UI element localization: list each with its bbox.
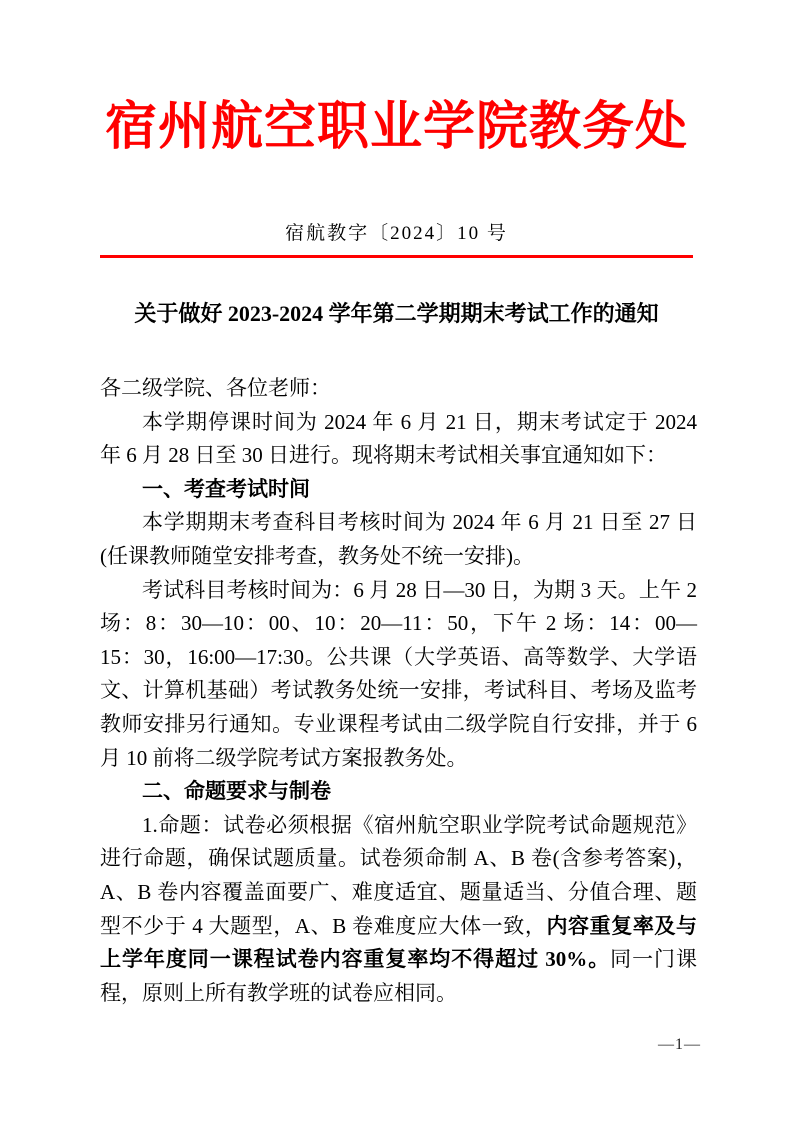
page-number: —1— — [658, 1036, 701, 1053]
section-1-heading: 一、考查考试时间 — [142, 476, 310, 501]
salutation: 各二级学院、各位老师： — [100, 376, 331, 400]
doc-number: 宿航教字〔2024〕10 号 — [285, 223, 508, 244]
bold-emphasis-repetition-rule: 内容重复率及与上学年度同一课程试卷内容重复率均不得超过 30%。 — [100, 913, 698, 972]
notice-title: 关于做好 2023-2024 学年第二学期期末考试工作的通知 — [134, 301, 659, 326]
section-2-paragraph-1-text: 1.命题：试卷必须根据《宿州航空职业学院考试命题规范》进行命题，确保试题质量。试卷须命制 A、B 卷(含参考答案)，A、B 卷内容覆盖面要广、难度适宜、题量适当、分值合理、题型不少于 4 大题型，A、B 卷难度应大体一致， — [100, 812, 697, 938]
org-title: 宿州航空职业学院教务处 — [104, 99, 688, 156]
section-2-paragraph-1-tail: 同一门课程，原则上所有教学班的试卷应相同。 — [100, 947, 698, 1005]
intro-paragraph: 本学期停课时间为 2024 年 6 月 21 日，期末考试定于 2024 年 6 月 28 日至 30 日进行。现将期末考试相关事宜通知如下： — [100, 409, 697, 468]
notice-body — [100, 372, 697, 1010]
section-1-paragraph-2: 考试科目考核时间为：6 月 28 日—30 日，为期 3 天。上午 2 场：8：30—10：00、10：20—11：50，下午 2 场：14：00—15：30，16:00—17:30。公共课（大学英语、高等数学、大学语文、计算机基础）考试教务处统一安排，考试科目、考场及监考教师安排另行通知。专业课程考试由二级学院自行安排，并于 6 月 10 前将二级学院考试方案报教务处。 — [100, 577, 697, 770]
section-2-paragraph-1 — [100, 809, 697, 1011]
red-separator-rule — [100, 255, 693, 258]
section-1-paragraph-1: 本学期期末考查科目考核时间为 2024 年 6 月 21 日至 27 日(任课教师随堂安排考查，教务处不统一安排)。 — [100, 510, 697, 568]
section-2-heading: 二、命题要求与制卷 — [142, 779, 331, 804]
